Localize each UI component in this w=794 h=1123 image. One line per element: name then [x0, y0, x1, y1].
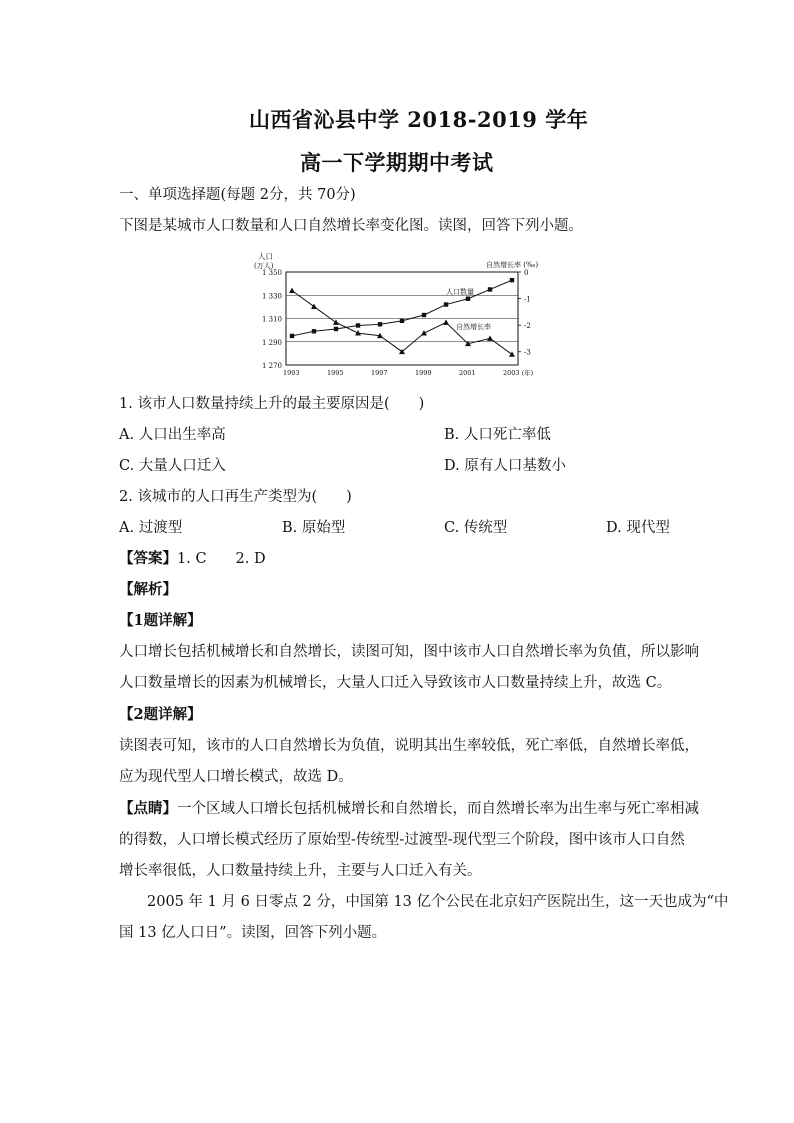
next-intro-line: 国 13 亿人口日”。读图，回答下列小题。 — [119, 925, 387, 941]
q2-detail-line: 应为现代型人口增长模式，故选 D。 — [119, 769, 353, 785]
right-tick-label: -1 — [524, 295, 531, 304]
question-1-option-a[interactable]: A. 人口出生率高 — [119, 427, 226, 443]
left-tick-label: 1 350 — [261, 269, 282, 277]
left-axis-label: 人口 — [258, 252, 273, 261]
tip-line: 的得数，人口增长模式经历了原始型-传统型-过渡型-现代型三个阶段，图中该市人口自然 — [119, 832, 685, 848]
answer-line — [119, 550, 266, 568]
population-point — [510, 278, 514, 282]
x-tick-label: 1999 — [415, 369, 432, 377]
population-point — [290, 334, 294, 338]
growth-rate-point — [509, 351, 515, 356]
question-2-option-b[interactable]: B. 原始型 — [282, 520, 346, 536]
series-label-population: 人口数量 — [446, 288, 474, 296]
tip-tag: 【点睛】 — [119, 800, 177, 817]
left-tick-label: 1 270 — [261, 362, 282, 370]
question-intro: 下图是某城市人口数量和人口自然增长率变化图。读图，回答下列小题。 — [119, 218, 583, 234]
population-point — [378, 322, 382, 326]
population-chart-svg — [250, 252, 550, 382]
left-axis-unit: (万人) — [254, 262, 274, 270]
growth-rate-point — [311, 304, 317, 309]
document-title-line2: 高一下学期期中考试 — [300, 150, 494, 175]
x-tick-label: 2001 — [459, 369, 476, 377]
population-point — [356, 323, 360, 327]
tip-line: 增长率很低，人口数量持续上升，主要与人口迁入有关。 — [119, 863, 482, 879]
question-2-stem: 2. 该城市的人口再生产类型为( ) — [119, 489, 352, 505]
answer-text: 1. C 2. D — [177, 551, 266, 567]
answer-tag: 【答案】 — [119, 550, 177, 567]
population-point — [400, 319, 404, 323]
population-point — [488, 287, 492, 291]
next-question-intro — [119, 887, 729, 949]
document-title-line1: 山西省沁县中学 2018-2019 学年 — [249, 107, 589, 132]
q2-detail-line: 读图表可知，该市的人口自然增长为负值，说明其出生率较低，死亡率低，自然增长率低， — [119, 738, 699, 754]
growth-rate-point — [355, 330, 361, 335]
population-point — [422, 313, 426, 317]
x-tick-label: 2003 (年) — [503, 369, 534, 377]
question-2-option-d[interactable]: D. 现代型 — [606, 520, 670, 536]
left-tick-label: 1 290 — [261, 338, 282, 347]
population-point — [334, 327, 338, 331]
tip-body — [119, 793, 699, 887]
right-tick-label: 0 — [524, 269, 529, 277]
population-point — [466, 297, 470, 301]
q2-detail-body — [119, 731, 699, 793]
population-chart — [250, 252, 550, 382]
question-1-stem: 1. 该市人口数量持续上升的最主要原因是( ) — [119, 396, 425, 412]
question-1-option-c[interactable]: C. 大量人口迁入 — [119, 458, 226, 474]
growth-rate-point — [443, 319, 449, 324]
question-1-option-d[interactable]: D. 原有人口基数小 — [444, 458, 566, 474]
growth-rate-point — [333, 319, 339, 324]
question-2-option-a[interactable]: A. 过渡型 — [119, 520, 183, 536]
x-tick-label: 1993 — [283, 369, 300, 377]
q1-detail-heading: 【1题详解】 — [119, 612, 202, 629]
next-intro-line: 2005 年 1 月 6 日零点 2 分，中国第 13 亿个公民在北京妇产医院出生，这一天也成为“中 — [147, 894, 729, 910]
left-tick-label: 1 310 — [261, 315, 282, 324]
growth-rate-point — [487, 335, 493, 340]
population-point — [312, 329, 316, 333]
x-tick-label: 1997 — [371, 369, 388, 377]
q2-detail-heading: 【2题详解】 — [119, 706, 202, 723]
right-axis-label: 自然增长率 (‰) — [486, 261, 539, 269]
growth-rate-point — [421, 330, 427, 335]
population-point — [444, 302, 448, 306]
analysis-heading: 【解析】 — [119, 581, 177, 598]
tip-line-text: 一个区域人口增长包括机械增长和自然增长，而自然增长率为出生率与死亡率相减 — [177, 801, 699, 817]
q1-detail-line: 人口数量增长的因素为机械增长，大量人口迁入导致该市人口数量持续上升，故选 C。 — [119, 675, 672, 691]
section-heading: 一、单项选择题(每题 2分，共 70分) — [119, 187, 356, 203]
right-tick-label: -2 — [524, 322, 531, 331]
question-2-option-c[interactable]: C. 传统型 — [444, 520, 508, 536]
tip-line — [119, 793, 699, 825]
x-tick-label: 1995 — [327, 369, 344, 377]
series-label-growth-rate: 自然增长率 — [456, 323, 491, 331]
q1-detail-body — [119, 637, 699, 699]
right-tick-label: -3 — [524, 348, 531, 357]
q1-detail-line: 人口增长包括机械增长和自然增长，读图可知，图中该市人口自然增长率为负值，所以影响 — [119, 644, 699, 660]
growth-rate-point — [289, 288, 295, 293]
left-tick-label: 1 330 — [261, 292, 282, 301]
question-1-option-b[interactable]: B. 人口死亡率低 — [444, 427, 551, 443]
